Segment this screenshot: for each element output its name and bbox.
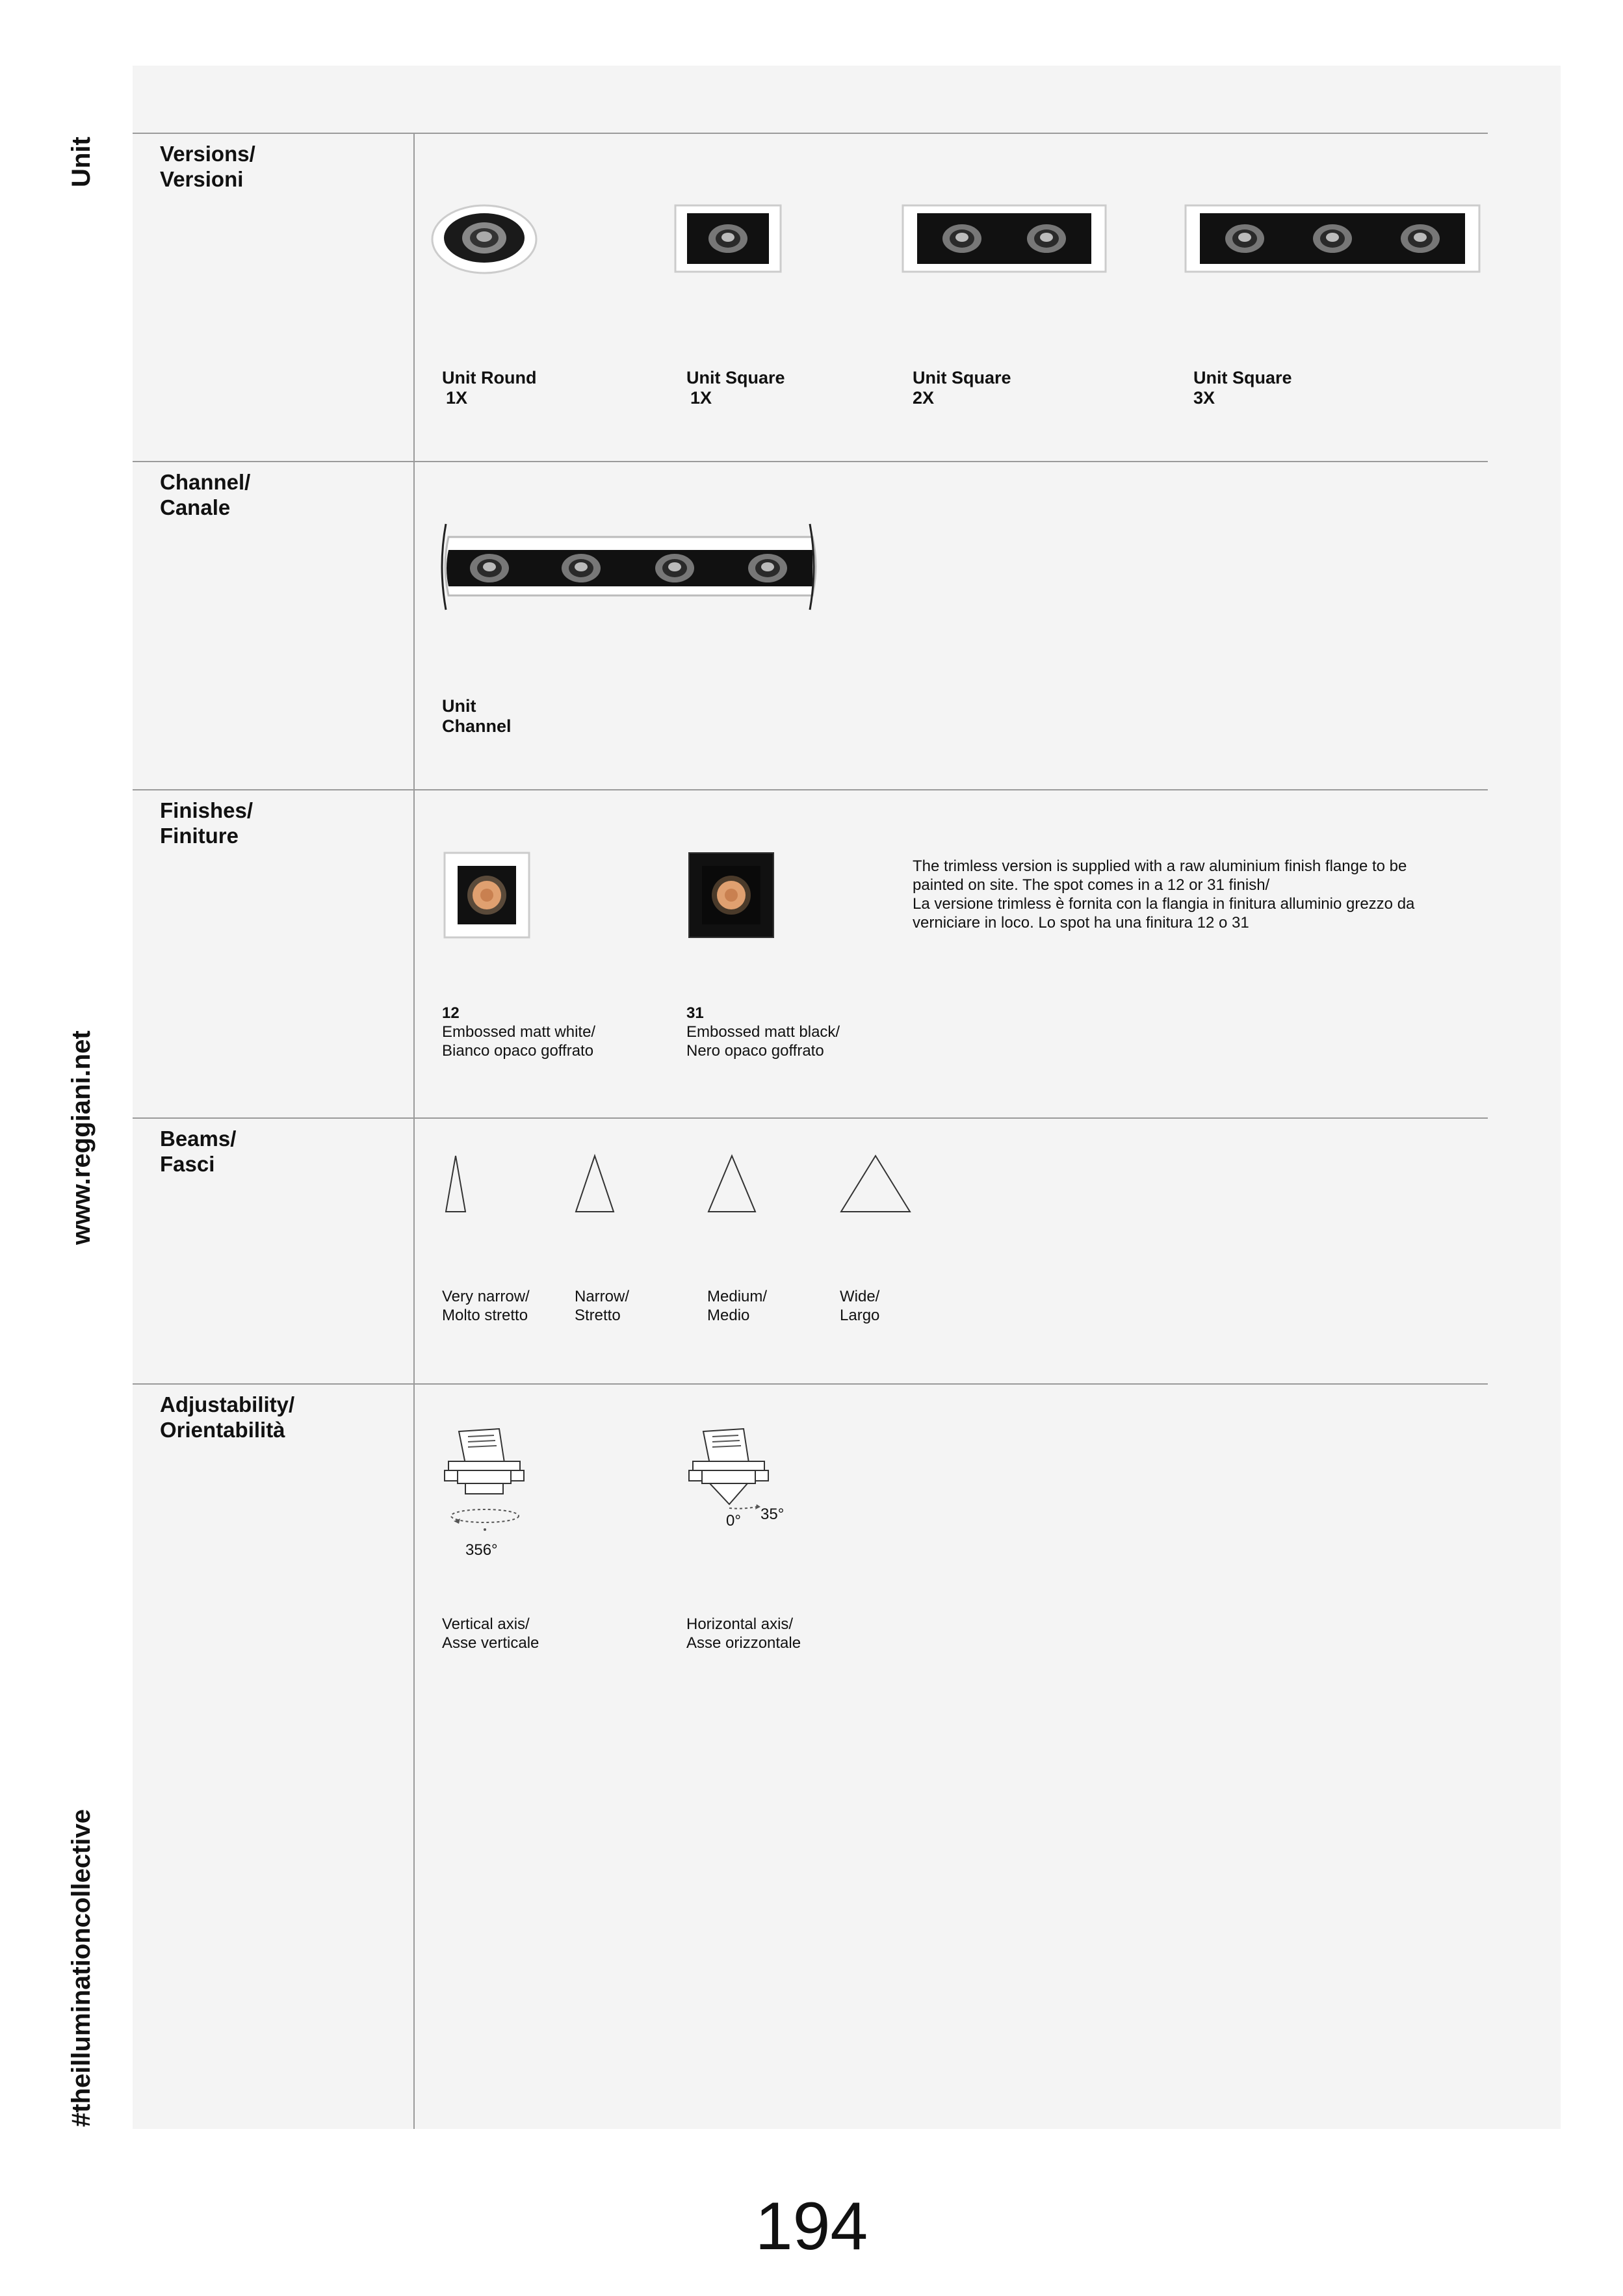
finish-it: Bianco opaco goffrato	[442, 1042, 594, 1060]
unit-round-image	[429, 200, 539, 278]
finish-caption-1	[686, 1004, 840, 1060]
column-divider	[413, 133, 415, 2129]
finish-it: Nero opaco goffrato	[686, 1042, 824, 1060]
trimless-note	[913, 857, 1485, 932]
page-number: 194	[755, 2189, 868, 2264]
horizontal-angle-max: 35°	[760, 1506, 785, 1523]
rule-channel	[133, 789, 1488, 790]
label-it: Fasci	[160, 1152, 215, 1176]
beam-en: Wide/	[840, 1288, 880, 1305]
beam-en: Narrow/	[575, 1288, 630, 1305]
note-line: La versione trimless è fornita con la flangia in finitura alluminio grezzo da	[913, 895, 1415, 913]
label-it: Orientabilità	[160, 1418, 285, 1442]
beam-it: Stretto	[575, 1307, 621, 1324]
rule-beams	[133, 1383, 1488, 1385]
row-label-adjustability	[160, 1392, 294, 1442]
beam-very-narrow-icon	[439, 1153, 472, 1216]
vertical-axis-diagram	[439, 1424, 530, 1538]
version-qty: 1X	[690, 388, 712, 408]
sidebar-section-title: Unit	[67, 137, 96, 187]
channel-caption-line1: Unit	[442, 696, 476, 716]
finish-en: Embossed matt white/	[442, 1023, 596, 1041]
note-line: The trimless version is supplied with a raw aluminium finish flange to be	[913, 857, 1407, 875]
unit-square-1x-image	[673, 203, 783, 274]
finish-en: Embossed matt black/	[686, 1023, 840, 1041]
beam-narrow-icon	[572, 1153, 617, 1216]
label-en: Beams/	[160, 1127, 237, 1151]
beam-caption-0	[442, 1287, 530, 1325]
label-en: Channel/	[160, 470, 251, 494]
finish-white-swatch	[443, 852, 530, 939]
beam-it: Largo	[840, 1307, 880, 1324]
adjust-it: Asse orizzontale	[686, 1634, 801, 1652]
row-label-beams	[160, 1126, 236, 1177]
vertical-angle-label: 356°	[465, 1541, 498, 1559]
version-name: Unit Round	[442, 368, 537, 387]
label-en: Finishes/	[160, 798, 253, 822]
channel-caption	[442, 696, 512, 737]
version-qty: 3X	[1193, 388, 1215, 408]
version-qty: 2X	[913, 388, 935, 408]
content-panel	[133, 66, 1561, 2129]
version-caption-1	[686, 368, 785, 408]
unit-square-2x-image	[900, 203, 1108, 274]
sidebar-hashtag: #theilluminationcollective	[67, 1808, 96, 2127]
beam-it: Molto stretto	[442, 1307, 528, 1324]
version-name: Unit Square	[1193, 368, 1292, 387]
label-it: Finiture	[160, 824, 239, 848]
beam-caption-3	[840, 1287, 879, 1325]
rule-versions	[133, 461, 1488, 462]
version-caption-3	[1193, 368, 1292, 408]
adjust-caption-0	[442, 1615, 539, 1652]
row-label-finishes	[160, 798, 253, 848]
label-en: Adjustability/	[160, 1392, 295, 1416]
rule-top	[133, 133, 1488, 134]
horizontal-angle-min: 0°	[726, 1512, 741, 1530]
finish-black-swatch	[688, 852, 775, 939]
adjust-en: Horizontal axis/	[686, 1615, 794, 1633]
channel-caption-line2: Channel	[442, 716, 512, 736]
beam-en: Medium/	[707, 1288, 768, 1305]
adjust-it: Asse verticale	[442, 1634, 539, 1652]
finish-code: 31	[686, 1004, 704, 1022]
adjust-en: Vertical axis/	[442, 1615, 530, 1633]
beam-caption-2	[707, 1287, 767, 1325]
finish-code: 12	[442, 1004, 460, 1022]
beam-en: Very narrow/	[442, 1288, 530, 1305]
version-name: Unit Square	[686, 368, 785, 387]
label-en: Versions/	[160, 142, 255, 166]
version-name: Unit Square	[913, 368, 1011, 387]
adjust-caption-1	[686, 1615, 801, 1652]
row-label-channel	[160, 469, 250, 520]
version-qty: 1X	[446, 388, 468, 408]
version-caption-0	[442, 368, 536, 408]
beam-medium-icon	[705, 1153, 759, 1216]
note-line: verniciare in loco. Lo spot ha una finitura 12 o 31	[913, 914, 1249, 932]
sidebar-website: www.reggiani.net	[67, 1030, 96, 1245]
finish-caption-0	[442, 1004, 595, 1060]
rule-finishes	[133, 1117, 1488, 1119]
version-caption-2	[913, 368, 1011, 408]
row-label-versions	[160, 141, 255, 192]
label-it: Canale	[160, 495, 231, 519]
beam-wide-icon	[838, 1153, 913, 1216]
note-line: painted on site. The spot comes in a 12 or 31 finish/	[913, 876, 1270, 894]
beam-it: Medio	[707, 1307, 750, 1324]
unit-channel-image	[439, 517, 819, 615]
label-it: Versioni	[160, 167, 244, 191]
unit-square-3x-image	[1183, 203, 1482, 274]
beam-caption-1	[575, 1287, 629, 1325]
